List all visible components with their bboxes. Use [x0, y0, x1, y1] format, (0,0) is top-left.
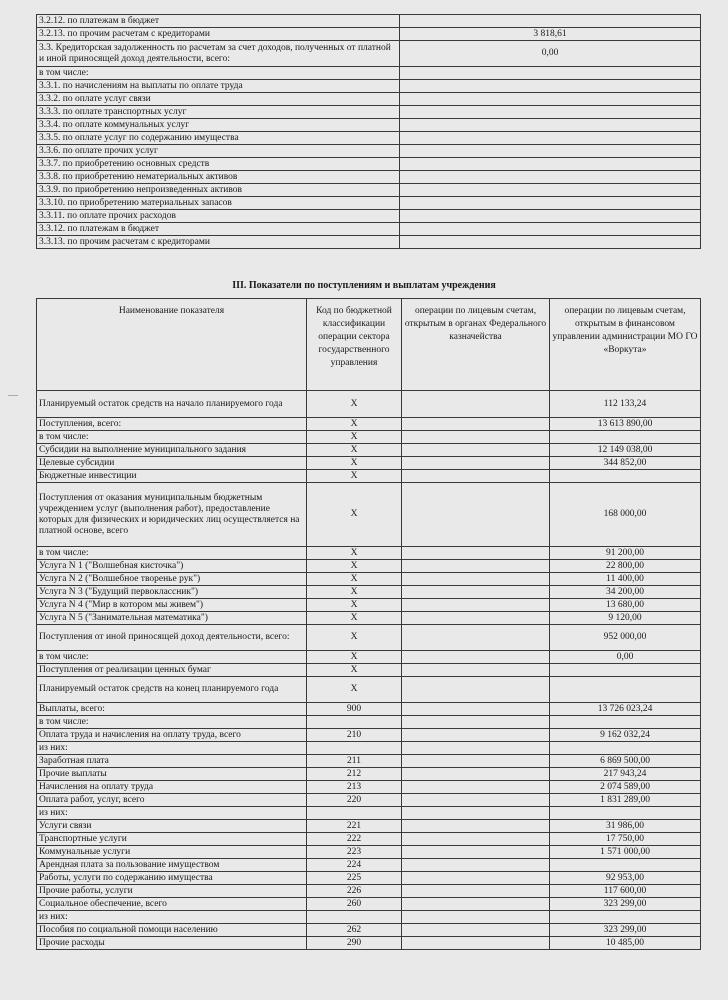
treasury-amount: [402, 742, 550, 755]
budget-code: 290: [307, 937, 402, 950]
treasury-amount: [402, 911, 550, 924]
row-label: 3.3.12. по платежам в бюджет: [37, 223, 400, 236]
budget-code: 900: [307, 703, 402, 716]
table-row: [37, 197, 701, 210]
creditor-debt-table: [36, 14, 701, 249]
finance-dept-amount: 13 680,00: [550, 599, 701, 612]
budget-code: X: [307, 431, 402, 444]
budget-code: X: [307, 573, 402, 586]
budget-code: 211: [307, 755, 402, 768]
treasury-amount: [402, 859, 550, 872]
table-row: [37, 236, 701, 249]
indicator-name: Субсидии на выполнение муниципального задания: [37, 444, 307, 457]
treasury-amount: [402, 885, 550, 898]
treasury-amount: [402, 729, 550, 742]
treasury-amount: [402, 677, 550, 703]
treasury-amount: [402, 470, 550, 483]
table-row: [37, 768, 701, 781]
row-value: [400, 80, 701, 93]
row-label: 3.3.3. по оплате транспортных услуг: [37, 106, 400, 119]
table-row: [37, 145, 701, 158]
finance-dept-amount: 34 200,00: [550, 586, 701, 599]
indicator-name: Бюджетные инвестиции: [37, 470, 307, 483]
indicator-name: Поступления, всего:: [37, 418, 307, 431]
table-row: [37, 820, 701, 833]
table-row: [37, 703, 701, 716]
treasury-amount: [402, 794, 550, 807]
treasury-amount: [402, 768, 550, 781]
row-value: [400, 93, 701, 106]
indicator-name: Услуга N 4 ("Мир в котором мы живем"): [37, 599, 307, 612]
row-value: [400, 210, 701, 223]
table-row: [37, 158, 701, 171]
finance-dept-amount: [550, 716, 701, 729]
indicator-name: в том числе:: [37, 651, 307, 664]
indicator-name: Прочие выплаты: [37, 768, 307, 781]
table-row: [37, 106, 701, 119]
header-indicator-name: Наименование показателя: [37, 299, 307, 391]
table-row: [37, 729, 701, 742]
indicator-name: из них:: [37, 807, 307, 820]
table-row: [37, 846, 701, 859]
budget-code: 220: [307, 794, 402, 807]
treasury-amount: [402, 573, 550, 586]
indicator-name: Арендная плата за пользование имуществом: [37, 859, 307, 872]
treasury-amount: [402, 781, 550, 794]
finance-dept-amount: [550, 677, 701, 703]
treasury-amount: [402, 898, 550, 911]
table-row: [37, 431, 701, 444]
table-row: [37, 781, 701, 794]
row-value: [400, 197, 701, 210]
finance-dept-amount: 1 831 289,00: [550, 794, 701, 807]
finance-dept-amount: [550, 911, 701, 924]
treasury-amount: [402, 625, 550, 651]
row-value: 0,00: [400, 41, 701, 67]
budget-code: X: [307, 664, 402, 677]
indicator-name: Поступления от оказания муниципальным бюджетным учреждением услуг (выполнения работ), предоставление которых для физических и юридических лиц осуществляется на платной основе, всего: [37, 483, 307, 547]
table-row: [37, 937, 701, 950]
finance-dept-amount: 9 162 032,24: [550, 729, 701, 742]
budget-code: 224: [307, 859, 402, 872]
finance-dept-amount: 91 200,00: [550, 547, 701, 560]
indicator-name: Выплаты, всего:: [37, 703, 307, 716]
table-header-row: [37, 299, 701, 391]
row-label: 3.3.8. по приобретению нематериальных активов: [37, 171, 400, 184]
row-value: [400, 184, 701, 197]
treasury-amount: [402, 664, 550, 677]
finance-dept-amount: 168 000,00: [550, 483, 701, 547]
indicator-name: Целевые субсидии: [37, 457, 307, 470]
table-row: [37, 625, 701, 651]
table-row: [37, 483, 701, 547]
budget-code: [307, 716, 402, 729]
table-row: [37, 586, 701, 599]
row-label: 3.3.2. по оплате услуг связи: [37, 93, 400, 106]
finance-dept-amount: [550, 807, 701, 820]
treasury-amount: [402, 651, 550, 664]
table-row: [37, 67, 701, 80]
row-label: 3.3. Кредиторская задолженность по расчетам за счет доходов, полученных от платной и иной приносящей доход деятельности, всего:: [37, 41, 400, 67]
receipts-payments-table: [36, 298, 701, 950]
indicator-name: Социальное обеспечение, всего: [37, 898, 307, 911]
scan-mark: —: [8, 390, 18, 401]
indicator-name: из них:: [37, 911, 307, 924]
table-row: [37, 223, 701, 236]
row-label: 3.3.5. по оплате услуг по содержанию имущества: [37, 132, 400, 145]
row-value: [400, 236, 701, 249]
table-row: [37, 859, 701, 872]
budget-code: 225: [307, 872, 402, 885]
budget-code: 222: [307, 833, 402, 846]
budget-code: X: [307, 612, 402, 625]
table-row: [37, 885, 701, 898]
table-row: [37, 547, 701, 560]
row-value: [400, 119, 701, 132]
table-row: [37, 716, 701, 729]
budget-code: X: [307, 547, 402, 560]
finance-dept-amount: 22 800,00: [550, 560, 701, 573]
budget-code: X: [307, 560, 402, 573]
finance-dept-amount: 344 852,00: [550, 457, 701, 470]
row-value: [400, 145, 701, 158]
budget-code: 262: [307, 924, 402, 937]
table-row: [37, 470, 701, 483]
budget-code: X: [307, 418, 402, 431]
row-value: [400, 171, 701, 184]
budget-code: X: [307, 391, 402, 418]
treasury-amount: [402, 833, 550, 846]
budget-code: X: [307, 599, 402, 612]
treasury-amount: [402, 483, 550, 547]
table-row: [37, 755, 701, 768]
table-row: [37, 573, 701, 586]
finance-dept-amount: [550, 431, 701, 444]
treasury-amount: [402, 937, 550, 950]
finance-dept-amount: 6 869 500,00: [550, 755, 701, 768]
budget-code: X: [307, 444, 402, 457]
indicator-name: Услуга N 5 ("Занимательная математика"): [37, 612, 307, 625]
finance-dept-amount: 323 299,00: [550, 924, 701, 937]
budget-code: 212: [307, 768, 402, 781]
finance-dept-amount: 92 953,00: [550, 872, 701, 885]
indicator-name: Коммунальные услуги: [37, 846, 307, 859]
finance-dept-amount: 9 120,00: [550, 612, 701, 625]
table-row: [37, 93, 701, 106]
treasury-amount: [402, 599, 550, 612]
header-budget-code: Код по бюджетной классификации операции сектора государственного управления: [307, 299, 402, 391]
budget-code: X: [307, 483, 402, 547]
indicator-name: Планируемый остаток средств на конец планируемого года: [37, 677, 307, 703]
table-row: [37, 210, 701, 223]
finance-dept-amount: 323 299,00: [550, 898, 701, 911]
finance-dept-amount: 952 000,00: [550, 625, 701, 651]
row-value: [400, 67, 701, 80]
indicator-name: Услуга N 1 ("Волшебная кисточка"): [37, 560, 307, 573]
treasury-amount: [402, 431, 550, 444]
table-row: [37, 898, 701, 911]
treasury-amount: [402, 755, 550, 768]
table-row: [37, 599, 701, 612]
table-row: [37, 132, 701, 145]
indicator-name: Прочие расходы: [37, 937, 307, 950]
row-value: [400, 15, 701, 28]
indicator-name: Транспортные услуги: [37, 833, 307, 846]
budget-code: 210: [307, 729, 402, 742]
table-row: [37, 742, 701, 755]
budget-code: X: [307, 586, 402, 599]
indicator-name: в том числе:: [37, 547, 307, 560]
budget-code: X: [307, 457, 402, 470]
row-label: 3.3.11. по оплате прочих расходов: [37, 210, 400, 223]
treasury-amount: [402, 703, 550, 716]
finance-dept-amount: 11 400,00: [550, 573, 701, 586]
section-title: III. Показатели по поступлениям и выплатам учреждения: [232, 280, 496, 291]
row-value: [400, 158, 701, 171]
budget-code: [307, 807, 402, 820]
treasury-amount: [402, 444, 550, 457]
row-label: 3.2.13. по прочим расчетам с кредиторами: [37, 28, 400, 41]
row-label: в том числе:: [37, 67, 400, 80]
table-row: [37, 612, 701, 625]
row-label: 3.3.1. по начислениям на выплаты по оплате труда: [37, 80, 400, 93]
finance-dept-amount: [550, 664, 701, 677]
budget-code: 226: [307, 885, 402, 898]
indicator-name: Планируемый остаток средств на начало планируемого года: [37, 391, 307, 418]
table-row: [37, 677, 701, 703]
row-label: 3.3.7. по приобретению основных средств: [37, 158, 400, 171]
indicator-name: в том числе:: [37, 716, 307, 729]
budget-code: 223: [307, 846, 402, 859]
finance-dept-amount: 112 133,24: [550, 391, 701, 418]
budget-code: X: [307, 677, 402, 703]
indicator-name: Прочие работы, услуги: [37, 885, 307, 898]
table-row: [37, 872, 701, 885]
table-row: [37, 119, 701, 132]
finance-dept-amount: [550, 470, 701, 483]
budget-code: X: [307, 470, 402, 483]
indicator-name: Услуга N 2 ("Волшебное творенье рук"): [37, 573, 307, 586]
treasury-amount: [402, 807, 550, 820]
finance-dept-amount: [550, 742, 701, 755]
row-value: [400, 223, 701, 236]
budget-code: [307, 742, 402, 755]
table-row: [37, 794, 701, 807]
table-row: [37, 833, 701, 846]
budget-code: X: [307, 651, 402, 664]
indicator-name: Заработная плата: [37, 755, 307, 768]
header-finance-dept-accounts: операции по лицевым счетам, открытым в финансовом управлении администрации МО ГО «Воркута»: [550, 299, 701, 391]
treasury-amount: [402, 716, 550, 729]
treasury-amount: [402, 820, 550, 833]
row-label: 3.3.4. по оплате коммунальных услуг: [37, 119, 400, 132]
budget-code: 260: [307, 898, 402, 911]
table-row: [37, 444, 701, 457]
treasury-amount: [402, 924, 550, 937]
finance-dept-amount: 17 750,00: [550, 833, 701, 846]
row-label: 3.2.12. по платежам в бюджет: [37, 15, 400, 28]
table-row: [37, 911, 701, 924]
finance-dept-amount: 2 074 589,00: [550, 781, 701, 794]
table-row: [37, 418, 701, 431]
header-treasury-accounts: операции по лицевым счетам, открытым в органах Федерального казначейства: [402, 299, 550, 391]
finance-dept-amount: 0,00: [550, 651, 701, 664]
treasury-amount: [402, 457, 550, 470]
finance-dept-amount: 13 726 023,24: [550, 703, 701, 716]
table-row: [37, 560, 701, 573]
finance-dept-amount: [550, 859, 701, 872]
table-row: [37, 457, 701, 470]
indicator-name: Оплата труда и начисления на оплату труда, всего: [37, 729, 307, 742]
row-label: 3.3.9. по приобретению непроизведенных активов: [37, 184, 400, 197]
finance-dept-amount: 31 986,00: [550, 820, 701, 833]
treasury-amount: [402, 560, 550, 573]
budget-code: 221: [307, 820, 402, 833]
indicator-name: Поступления от реализации ценных бумаг: [37, 664, 307, 677]
indicator-name: из них:: [37, 742, 307, 755]
treasury-amount: [402, 846, 550, 859]
treasury-amount: [402, 612, 550, 625]
finance-dept-amount: 1 571 000,00: [550, 846, 701, 859]
row-label: 3.3.6. по оплате прочих услуг: [37, 145, 400, 158]
indicator-name: Работы, услуги по содержанию имущества: [37, 872, 307, 885]
row-value: [400, 106, 701, 119]
finance-dept-amount: 12 149 038,00: [550, 444, 701, 457]
indicator-name: Начисления на оплату труда: [37, 781, 307, 794]
treasury-amount: [402, 418, 550, 431]
table-row: [37, 391, 701, 418]
table-row: [37, 41, 701, 67]
indicator-name: Услуга N 3 ("Будущий первоклассник"): [37, 586, 307, 599]
table-row: [37, 80, 701, 93]
row-label: 3.3.13. по прочим расчетам с кредиторами: [37, 236, 400, 249]
table-row: [37, 15, 701, 28]
row-label: 3.3.10. по приобретению материальных запасов: [37, 197, 400, 210]
table-row: [37, 171, 701, 184]
indicator-name: Пособия по социальной помощи населению: [37, 924, 307, 937]
table-row: [37, 807, 701, 820]
row-value: 3 818,61: [400, 28, 701, 41]
budget-code: [307, 911, 402, 924]
treasury-amount: [402, 391, 550, 418]
budget-code: X: [307, 625, 402, 651]
treasury-amount: [402, 586, 550, 599]
table-row: [37, 664, 701, 677]
indicator-name: Оплата работ, услуг, всего: [37, 794, 307, 807]
finance-dept-amount: 13 613 890,00: [550, 418, 701, 431]
treasury-amount: [402, 547, 550, 560]
table-row: [37, 651, 701, 664]
table-row: [37, 28, 701, 41]
table-row: [37, 184, 701, 197]
budget-code: 213: [307, 781, 402, 794]
finance-dept-amount: 10 485,00: [550, 937, 701, 950]
indicator-name: в том числе:: [37, 431, 307, 444]
treasury-amount: [402, 872, 550, 885]
finance-dept-amount: 217 943,24: [550, 768, 701, 781]
indicator-name: Услуги связи: [37, 820, 307, 833]
row-value: [400, 132, 701, 145]
indicator-name: Поступления от иной приносящей доход деятельности, всего:: [37, 625, 307, 651]
finance-dept-amount: 117 600,00: [550, 885, 701, 898]
table-row: [37, 924, 701, 937]
